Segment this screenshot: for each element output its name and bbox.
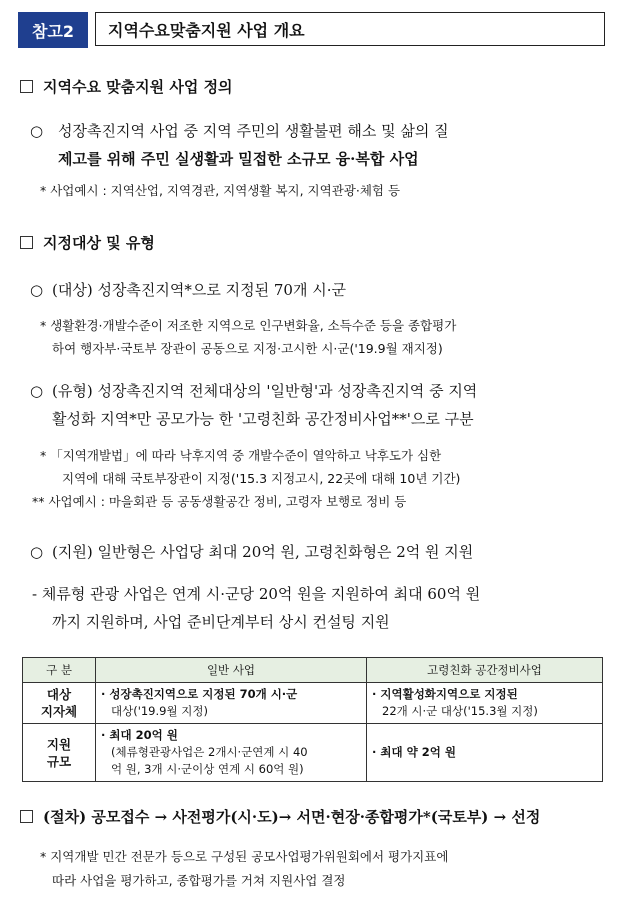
cell-line: 억 원, 3개 시·군이상 연계 시 60억 원) bbox=[111, 762, 304, 776]
table-header-row bbox=[23, 658, 603, 683]
checkbox-icon bbox=[20, 810, 33, 823]
bullet-circle-icon: ○ bbox=[30, 122, 44, 140]
cell-line: (체류형관광사업은 2개시·군연계 시 40 bbox=[111, 745, 308, 759]
type-note-3: ** 사업예시 : 마을회관 등 공동생활공간 정비, 고령자 보행로 정비 등 bbox=[32, 494, 407, 509]
target-line: (대상) 성장촉진지역*으로 지정된 70개 시·군 bbox=[52, 281, 346, 299]
type-note-1: * 「지역개발법」에 따라 낙후지역 중 개발수준이 열악하고 낙후도가 심한 bbox=[40, 448, 442, 463]
section-target-heading bbox=[20, 232, 155, 253]
cell-line: · 성장촉진지역으로 지정된 70개 시·군 bbox=[101, 687, 298, 701]
section-definition-heading bbox=[20, 76, 233, 97]
bullet-circle-icon: ○ bbox=[30, 281, 44, 299]
table-row bbox=[23, 683, 603, 724]
type-line-1: (유형) 성장촉진지역 전체대상의 '일반형'과 성장촉진지역 중 지역 bbox=[52, 382, 478, 400]
section-procedure-heading bbox=[20, 806, 540, 827]
table-cell bbox=[367, 683, 603, 724]
support-line: (지원) 일반형은 사업당 최대 20억 원, 고령친화형은 2억 원 지원 bbox=[52, 543, 474, 561]
sub-support-line-2: 까지 지원하며, 사업 준비단계부터 상시 컨설팅 지원 bbox=[52, 613, 390, 631]
table-header: 구 분 bbox=[23, 658, 96, 683]
cell-line: · 지역활성화지역으로 지정된 bbox=[372, 687, 518, 701]
table-header: 고령친화 공간정비사업 bbox=[367, 658, 603, 683]
target-note-2: 하여 행자부·국토부 장관이 공동으로 지정·고시한 시·군('19.9월 재지정) bbox=[52, 341, 443, 356]
cell-line: · 최대 약 2억 원 bbox=[372, 745, 456, 759]
type-note-2: 지역에 대해 국토부장관이 지정('15.3 지정고시, 22곳에 대해 10년 기간) bbox=[62, 471, 461, 486]
cell-line: 22개 시·군 대상('15.3월 지정) bbox=[382, 704, 538, 718]
cell-line: 대상('19.9월 지정) bbox=[111, 704, 208, 718]
definition-note: * 사업예시 : 지역산업, 지역경관, 지역생활 복지, 지역관광·체험 등 bbox=[40, 183, 401, 198]
cell-line: · 최대 20억 원 bbox=[101, 728, 178, 742]
sub-support-line-1: - 체류형 관광 사업은 연계 시·군당 20억 원을 지원하여 최대 60억 원 bbox=[32, 585, 481, 603]
type-line-2: 활성화 지역*만 공모가능 한 '고령친화 공간정비사업**'으로 구분 bbox=[52, 410, 474, 428]
section-title: (절차) 공모접수 → 사전평가(시·도)→ 서면·현장·종합평가*(국토부) → 선정 bbox=[43, 808, 541, 826]
table-cell bbox=[96, 724, 367, 782]
checkbox-icon bbox=[20, 236, 33, 249]
table-row bbox=[23, 724, 603, 782]
target-note-1: * 생활환경·개발수준이 저조한 지역으로 인구변화율, 소득수준 등을 종합평가 bbox=[40, 318, 457, 333]
checkbox-icon bbox=[20, 80, 33, 93]
bullet-circle-icon: ○ bbox=[30, 382, 44, 400]
row-head-scale: 지원 규모 bbox=[23, 724, 96, 782]
support-table bbox=[22, 657, 603, 782]
table-header: 일반 사업 bbox=[96, 658, 367, 683]
bullet-circle-icon: ○ bbox=[30, 543, 44, 561]
procedure-note-2: 따라 사업을 평가하고, 종합평가를 거쳐 지원사업 결정 bbox=[52, 873, 346, 888]
procedure-note-1: * 지역개발 민간 전문가 등으로 구성된 공모사업평가위원회에서 평가지표에 bbox=[40, 849, 449, 864]
definition-line-1: 성장촉진지역 사업 중 지역 주민의 생활불편 해소 및 삶의 질 bbox=[58, 122, 449, 140]
definition-line-2: 제고를 위해 주민 실생활과 밀접한 소규모 융·복합 사업 bbox=[58, 150, 419, 168]
row-head-target: 대상 지자체 bbox=[23, 683, 96, 724]
table-cell bbox=[96, 683, 367, 724]
table-cell bbox=[367, 724, 603, 782]
section-title: 지역수요 맞춤지원 사업 정의 bbox=[43, 78, 233, 96]
section-title: 지정대상 및 유형 bbox=[43, 234, 155, 252]
reference-badge: 참고2 bbox=[18, 12, 88, 48]
page-title: 지역수요맞춤지원 사업 개요 bbox=[95, 12, 605, 46]
